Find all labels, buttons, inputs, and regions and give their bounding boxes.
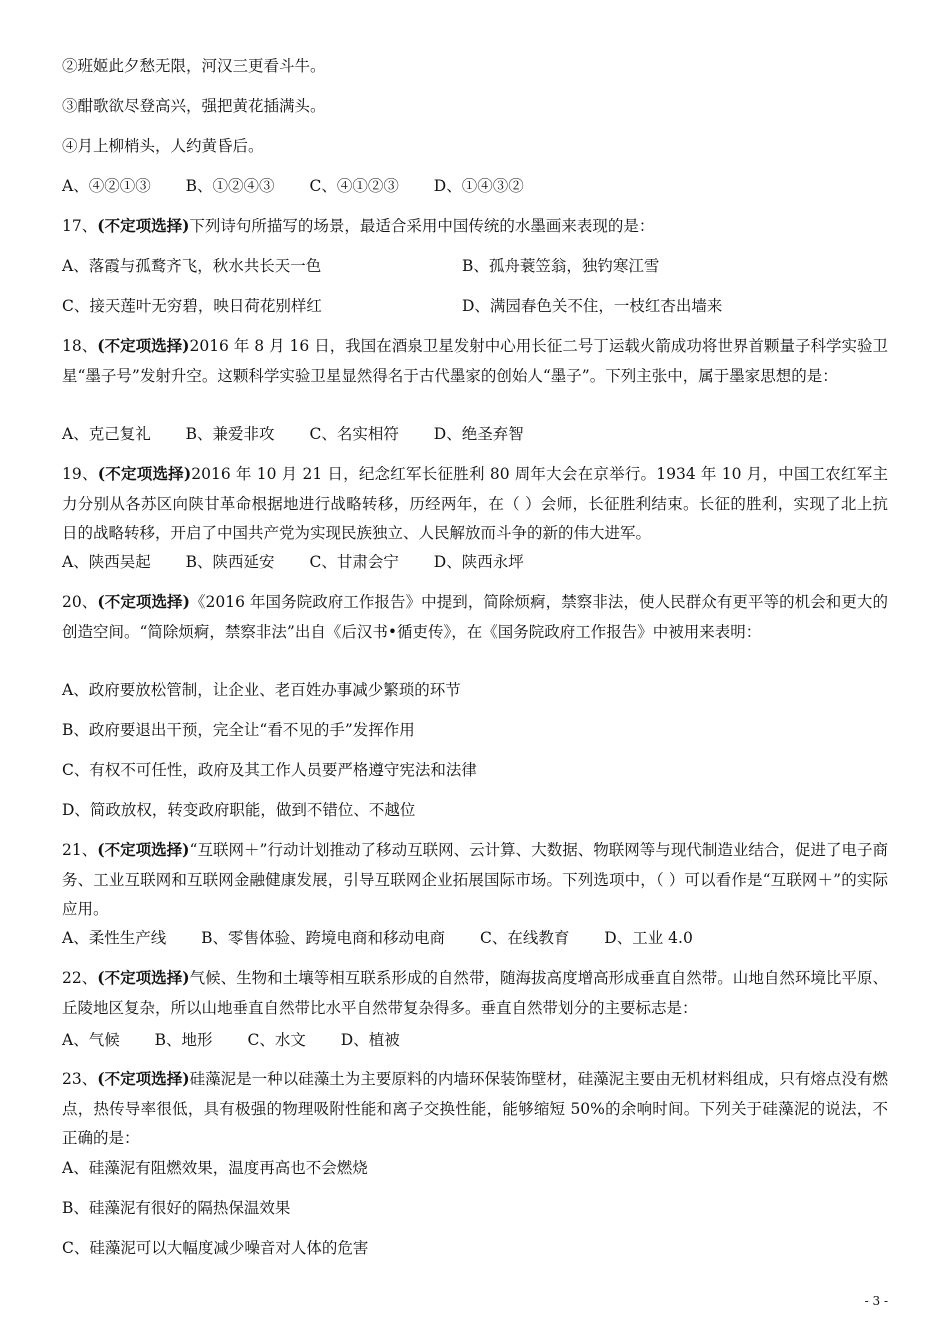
q22-options xyxy=(62,1030,430,1050)
q23-option-a: A、硅藻泥有阻燃效果，温度再高也不会燃烧 xyxy=(62,1159,368,1177)
poem-line-2: ②班姬此夕愁无限，河汉三更看斗牛。 xyxy=(62,57,326,75)
q21-option-c: C、在线教育 xyxy=(479,929,570,947)
q23-text: 硅藻泥是一种以硅藻土为主要原料的内墙环保装饰壁材，硅藻泥主要由无机材料组成，只有熔点没有燃点，热传导率很低，具有极强的物理吸附性能和离子交换性能，能够缩短 50%的余响时间。下列关于硅藻泥的说法，不正确的是： xyxy=(62,1070,888,1147)
q22-stem xyxy=(62,963,888,1023)
q21-option-d: D、工业 4.0 xyxy=(604,929,693,947)
q19-option-a: A、陕西吴起 xyxy=(62,553,151,571)
q20-stem xyxy=(62,587,888,647)
q21-option-b: B、零售体验、跨境电商和移动电商 xyxy=(201,929,446,947)
q18-text: 2016 年 8 月 16 日，我国在酒泉卫星发射中心用长征二号丁运载火箭成功将世界首颗量子科学实验卫星“墨子号”发射升空。这颗科学实验卫星显然得名于古代墨家的创始人“墨子”。下列主张中，属于墨家思想的是： xyxy=(62,337,888,385)
q17-option-c: C、接天莲叶无穷碧，映日荷花别样红 xyxy=(62,297,322,315)
q18-option-c: C、名实相符 xyxy=(309,425,399,443)
q18-stem xyxy=(62,331,888,391)
q22-text: 气候、生物和土壤等相互联系形成的自然带，随海拔高度增高形成垂直自然带。山地自然环境比平原、丘陵地区复杂，所以山地垂直自然带比水平自然带复杂得多。垂直自然带划分的主要标志是： xyxy=(62,969,888,1017)
q22-number: 22、 xyxy=(62,969,98,987)
q20-option-b: B、政府要退出干预，完全让“看不见的手”发挥作用 xyxy=(62,721,415,739)
q20-tag: (不定项选择) xyxy=(97,592,190,611)
q16-option-c: C、④①②③ xyxy=(309,177,399,195)
page-number: - 3 - xyxy=(864,1294,888,1308)
q17-text: 下列诗句所描写的场景，最适合采用中国传统的水墨画来表现的是： xyxy=(189,217,655,235)
q22-option-d: D、植被 xyxy=(340,1031,400,1049)
q22-option-c: C、水文 xyxy=(247,1031,306,1049)
q19-number: 19、 xyxy=(62,465,98,483)
q16-option-a: A、④②①③ xyxy=(62,177,151,195)
q21-options xyxy=(62,928,723,948)
q18-options xyxy=(62,424,554,444)
q17-option-b: B、孤舟蓑笠翁，独钓寒江雪 xyxy=(462,257,660,275)
q22-option-b: B、地形 xyxy=(154,1031,213,1049)
q17-option-a: A、落霞与孤鹜齐飞，秋水共长天一色 xyxy=(62,257,322,275)
q17-options-row2 xyxy=(62,296,888,316)
q17-options-row1 xyxy=(62,256,888,276)
q21-stem xyxy=(62,835,888,925)
q16-options xyxy=(62,176,554,196)
q19-tag: (不定项选择) xyxy=(97,464,192,483)
q20-text: 《2016 年国务院政府工作报告》中提到，简除烦痾，禁察非法，使人民群众有更平等的机会和更大的创造空间。“简除烦痾，禁察非法”出自《后汉书•循吏传》，在《国务院政府工作报告》中被用来表明： xyxy=(62,593,888,641)
q18-option-d: D、绝圣弃智 xyxy=(433,425,524,443)
q21-tag: (不定项选择) xyxy=(97,840,190,859)
q21-option-a: A、柔性生产线 xyxy=(62,929,167,947)
q22-tag: (不定项选择) xyxy=(97,968,190,987)
q20-option-d: D、简政放权，转变政府职能，做到不错位、不越位 xyxy=(62,801,416,819)
q21-number: 21、 xyxy=(62,841,98,859)
q23-option-b: B、硅藻泥有很好的隔热保温效果 xyxy=(62,1199,291,1217)
q19-text: 2016 年 10 月 21 日，纪念红军长征胜利 80 周年大会在京举行。1934 年 10 月，中国工农红军主力分别从各苏区向陕甘革命根据地进行战略转移，历经两年，在（ ）会师，长征胜利结束。长征的胜利，实现了北上抗日的战略转移，开启了中国共产党为实现民族独立、人民解放而斗争的新的伟大进军。 xyxy=(62,465,888,542)
poem-line-4: ④月上柳梢头，人约黄昏后。 xyxy=(62,137,264,155)
q17-stem xyxy=(62,216,654,236)
q18-option-a: A、克己复礼 xyxy=(62,425,151,443)
q22-option-a: A、气候 xyxy=(62,1031,120,1049)
q19-stem xyxy=(62,459,888,549)
q21-text: “互联网＋”行动计划推动了移动互联网、云计算、大数据、物联网等与现代制造业结合，促进了电子商务、工业互联网和互联网金融健康发展，引导互联网企业拓展国际市场。下列选项中，（ ）可以看作是“互联网＋”的实际应用。 xyxy=(62,841,889,918)
q23-stem xyxy=(62,1064,888,1154)
q20-option-a: A、政府要放松管制，让企业、老百姓办事减少繁琐的环节 xyxy=(62,681,461,699)
q16-option-b: B、①②④③ xyxy=(185,177,275,195)
q17-tag: (不定项选择) xyxy=(97,216,190,235)
q20-number: 20、 xyxy=(62,593,98,611)
q19-option-d: D、陕西永坪 xyxy=(433,553,524,571)
q18-tag: (不定项选择) xyxy=(97,336,190,355)
q16-option-d: D、①④③② xyxy=(433,177,524,195)
q17-number: 17、 xyxy=(62,217,98,235)
q20-option-c: C、有权不可任性，政府及其工作人员要严格遵守宪法和法律 xyxy=(62,761,477,779)
q19-options xyxy=(62,552,554,572)
q18-option-b: B、兼爱非攻 xyxy=(185,425,275,443)
q23-number: 23、 xyxy=(62,1070,98,1088)
q17-option-d: D、满园春色关不住，一枝红杏出墙来 xyxy=(462,297,723,315)
q19-option-b: B、陕西延安 xyxy=(185,553,275,571)
q19-option-c: C、甘肃会宁 xyxy=(309,553,399,571)
poem-line-3: ③酣歌欲尽登高兴，强把黄花插满头。 xyxy=(62,97,326,115)
q18-number: 18、 xyxy=(62,337,98,355)
q23-tag: (不定项选择) xyxy=(97,1069,190,1088)
q23-option-c: C、硅藻泥可以大幅度减少噪音对人体的危害 xyxy=(62,1239,369,1257)
